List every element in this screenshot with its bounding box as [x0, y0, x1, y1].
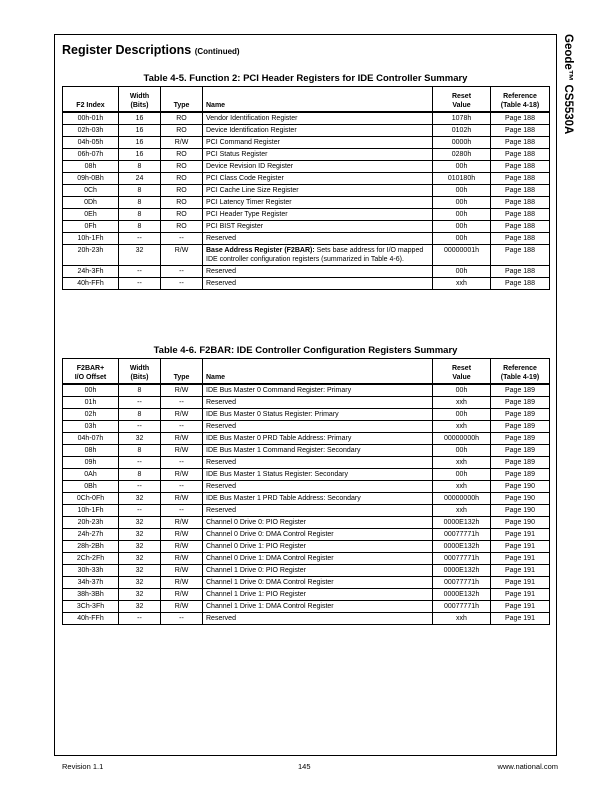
cell-index: 20h-23h — [63, 245, 119, 266]
cell-reset-value: 00000000h — [433, 433, 491, 445]
table-row — [63, 601, 550, 613]
cell-reset-value: xxh — [433, 505, 491, 517]
cell-type: R/W — [161, 589, 203, 601]
cell-index: 40h-FFh — [63, 613, 119, 625]
cell-index: 10h-1Fh — [63, 505, 119, 517]
cell-name-text: Sets base address for I/O mapped IDE controller configuration registers (summarized in Table 4-6). — [206, 247, 424, 263]
table-row — [63, 245, 550, 266]
cell-reference: Page 188 — [491, 245, 550, 266]
cell-index: 01h — [63, 397, 119, 409]
cell-width: 16 — [119, 125, 161, 137]
cell-reset-value: 0102h — [433, 125, 491, 137]
cell-name: Channel 1 Drive 0: PIO Register — [203, 565, 433, 577]
cell-reference: Page 188 — [491, 185, 550, 197]
col-header-index: F2 Index — [63, 87, 119, 113]
cell-reset-value: xxh — [433, 421, 491, 433]
cell-name: Channel 1 Drive 1: DMA Control Register — [203, 601, 433, 613]
cell-type: R/W — [161, 493, 203, 505]
cell-width: -- — [119, 233, 161, 245]
cell-index: 10h-1Fh — [63, 233, 119, 245]
cell-reset-value: 00000000h — [433, 493, 491, 505]
col-header-width: Width (Bits) — [119, 359, 161, 385]
cell-index: 0Bh — [63, 481, 119, 493]
cell-reference: Page 188 — [491, 266, 550, 278]
table-row — [63, 541, 550, 553]
cell-name: PCI Cache Line Size Register — [203, 185, 433, 197]
cell-type: R/W — [161, 553, 203, 565]
table-row — [63, 409, 550, 421]
table-row — [63, 505, 550, 517]
cell-reset-value: 00h — [433, 266, 491, 278]
cell-width: 8 — [119, 185, 161, 197]
cell-name: PCI Command Register — [203, 137, 433, 149]
cell-type: R/W — [161, 245, 203, 266]
cell-width: -- — [119, 278, 161, 290]
cell-name-bold: Base Address Register (F2BAR): — [206, 247, 315, 254]
table-row — [63, 493, 550, 505]
col-header-reference: Reference (Table 4-19) — [491, 359, 550, 385]
cell-type: R/W — [161, 517, 203, 529]
cell-type: RO — [161, 149, 203, 161]
cell-reference: Page 189 — [491, 457, 550, 469]
cell-reset-value: 00h — [433, 233, 491, 245]
cell-type: R/W — [161, 469, 203, 481]
cell-name: IDE Bus Master 0 Command Register: Primary — [203, 384, 433, 397]
cell-index: 28h-2Bh — [63, 541, 119, 553]
cell-width: 32 — [119, 577, 161, 589]
cell-index: 30h-33h — [63, 565, 119, 577]
cell-index: 38h-3Bh — [63, 589, 119, 601]
table-row — [63, 613, 550, 625]
cell-index: 24h-27h — [63, 529, 119, 541]
cell-reference: Page 188 — [491, 221, 550, 233]
table-row — [63, 221, 550, 233]
cell-reset-value: 00h — [433, 221, 491, 233]
cell-reference: Page 191 — [491, 577, 550, 589]
cell-name: Reserved — [203, 505, 433, 517]
cell-type: R/W — [161, 565, 203, 577]
cell-type: RO — [161, 185, 203, 197]
cell-width: 8 — [119, 445, 161, 457]
cell-reference: Page 188 — [491, 197, 550, 209]
table-row — [63, 161, 550, 173]
cell-width: -- — [119, 421, 161, 433]
table-row — [63, 137, 550, 149]
cell-width: 8 — [119, 221, 161, 233]
cell-width: -- — [119, 481, 161, 493]
cell-width: 8 — [119, 161, 161, 173]
cell-width: -- — [119, 505, 161, 517]
cell-reset-value: 00000001h — [433, 245, 491, 266]
cell-width: -- — [119, 266, 161, 278]
cell-name: Reserved — [203, 481, 433, 493]
cell-type: RO — [161, 209, 203, 221]
cell-reference: Page 191 — [491, 613, 550, 625]
cell-reset-value: 00h — [433, 384, 491, 397]
table-row — [63, 266, 550, 278]
side-title — [556, 34, 578, 274]
cell-index: 2Ch-2Fh — [63, 553, 119, 565]
cell-type: -- — [161, 505, 203, 517]
table-row — [63, 125, 550, 137]
table-row — [63, 384, 550, 397]
cell-reset-value: 00h — [433, 409, 491, 421]
table-header-row — [63, 359, 550, 385]
cell-reference: Page 191 — [491, 565, 550, 577]
cell-reference: Page 188 — [491, 278, 550, 290]
cell-reset-value: 0000h — [433, 137, 491, 149]
cell-reset-value: 00077771h — [433, 553, 491, 565]
cell-index: 09h — [63, 457, 119, 469]
cell-width: 32 — [119, 245, 161, 266]
table-row — [63, 517, 550, 529]
cell-reference: Page 191 — [491, 541, 550, 553]
cell-width: 16 — [119, 112, 161, 125]
table-row — [63, 173, 550, 185]
cell-reference: Page 191 — [491, 601, 550, 613]
cell-reference: Page 188 — [491, 137, 550, 149]
table-row — [63, 112, 550, 125]
cell-reset-value: xxh — [433, 397, 491, 409]
cell-index: 0Fh — [63, 221, 119, 233]
table-row — [63, 445, 550, 457]
cell-type: -- — [161, 457, 203, 469]
cell-name: Channel 0 Drive 1: PIO Register — [203, 541, 433, 553]
cell-reference: Page 190 — [491, 493, 550, 505]
cell-name: PCI BIST Register — [203, 221, 433, 233]
table-row — [63, 529, 550, 541]
table-row — [63, 278, 550, 290]
cell-type: RO — [161, 197, 203, 209]
cell-type: -- — [161, 397, 203, 409]
cell-name: Reserved — [203, 421, 433, 433]
cell-type: -- — [161, 613, 203, 625]
cell-reference: Page 190 — [491, 505, 550, 517]
table-row — [63, 197, 550, 209]
table-row — [63, 209, 550, 221]
cell-type: R/W — [161, 433, 203, 445]
cell-width: 8 — [119, 197, 161, 209]
cell-reference: Page 191 — [491, 589, 550, 601]
cell-name: IDE Bus Master 0 Status Register: Primary — [203, 409, 433, 421]
cell-reference: Page 188 — [491, 149, 550, 161]
cell-index: 04h-05h — [63, 137, 119, 149]
table-row — [63, 433, 550, 445]
table-row — [63, 397, 550, 409]
cell-type: R/W — [161, 409, 203, 421]
cell-name: Channel 0 Drive 0: PIO Register — [203, 517, 433, 529]
cell-width: 32 — [119, 541, 161, 553]
cell-reference: Page 189 — [491, 384, 550, 397]
cell-reset-value: 00077771h — [433, 529, 491, 541]
cell-index: 20h-23h — [63, 517, 119, 529]
cell-type: R/W — [161, 529, 203, 541]
cell-name: Reserved — [203, 397, 433, 409]
cell-name: Device Revision ID Register — [203, 161, 433, 173]
cell-index: 40h-FFh — [63, 278, 119, 290]
cell-type: RO — [161, 112, 203, 125]
cell-name: PCI Class Code Register — [203, 173, 433, 185]
cell-name: IDE Bus Master 1 Status Register: Secondary — [203, 469, 433, 481]
cell-name: PCI Status Register — [203, 149, 433, 161]
cell-reference: Page 188 — [491, 209, 550, 221]
cell-width: 8 — [119, 409, 161, 421]
cell-name: Channel 0 Drive 0: DMA Control Register — [203, 529, 433, 541]
cell-reference: Page 189 — [491, 469, 550, 481]
cell-width: 32 — [119, 493, 161, 505]
cell-name: Reserved — [203, 613, 433, 625]
cell-reference: Page 189 — [491, 421, 550, 433]
cell-type: RO — [161, 125, 203, 137]
cell-width: 24 — [119, 173, 161, 185]
cell-width: 16 — [119, 137, 161, 149]
cell-reference: Page 191 — [491, 553, 550, 565]
footer-revision: Revision 1.1 — [62, 762, 104, 771]
cell-width: 16 — [119, 149, 161, 161]
cell-reset-value: xxh — [433, 457, 491, 469]
col-header-type: Type — [161, 87, 203, 113]
cell-reset-value: 00077771h — [433, 577, 491, 589]
cell-index: 0Ch — [63, 185, 119, 197]
cell-reset-value: 0000E132h — [433, 541, 491, 553]
cell-name: PCI Latency Timer Register — [203, 197, 433, 209]
cell-name: Reserved — [203, 266, 433, 278]
cell-reset-value: 00h — [433, 445, 491, 457]
col-header-type: Type — [161, 359, 203, 385]
cell-reset-value: 00077771h — [433, 601, 491, 613]
cell-reset-value: xxh — [433, 278, 491, 290]
cell-width: 32 — [119, 553, 161, 565]
cell-width: -- — [119, 397, 161, 409]
cell-reset-value: 1078h — [433, 112, 491, 125]
cell-name: PCI Header Type Register — [203, 209, 433, 221]
cell-width: 8 — [119, 209, 161, 221]
cell-reset-value: 0000E132h — [433, 517, 491, 529]
cell-width: 8 — [119, 384, 161, 397]
col-header-reference: Reference (Table 4-18) — [491, 87, 550, 113]
cell-width: 32 — [119, 565, 161, 577]
cell-index: 0Dh — [63, 197, 119, 209]
cell-index: 06h-07h — [63, 149, 119, 161]
cell-name: Reserved — [203, 278, 433, 290]
cell-reference: Page 189 — [491, 409, 550, 421]
cell-reference: Page 190 — [491, 481, 550, 493]
cell-width: 32 — [119, 601, 161, 613]
cell-reset-value: 010180h — [433, 173, 491, 185]
table-row — [63, 469, 550, 481]
cell-reset-value: 0000E132h — [433, 565, 491, 577]
cell-name: Channel 1 Drive 0: DMA Control Register — [203, 577, 433, 589]
col-header-name: Name — [203, 359, 433, 385]
cell-index: 0Ch-0Fh — [63, 493, 119, 505]
cell-index: 0Ah — [63, 469, 119, 481]
ide-config-registers-table — [62, 358, 550, 625]
cell-index: 08h — [63, 161, 119, 173]
cell-reference: Page 189 — [491, 433, 550, 445]
cell-reset-value: 00h — [433, 209, 491, 221]
cell-name: IDE Bus Master 1 Command Register: Secondary — [203, 445, 433, 457]
cell-type: RO — [161, 221, 203, 233]
cell-type: -- — [161, 421, 203, 433]
cell-type: R/W — [161, 384, 203, 397]
cell-width: 32 — [119, 517, 161, 529]
col-header-reset: Reset Value — [433, 87, 491, 113]
table-header-row — [63, 87, 550, 113]
cell-reference: Page 189 — [491, 397, 550, 409]
col-header-width: Width (Bits) — [119, 87, 161, 113]
table2-caption: Table 4-6. F2BAR: IDE Controller Configuration Registers Summary — [153, 345, 458, 356]
table-row — [63, 421, 550, 433]
cell-type: R/W — [161, 601, 203, 613]
col-header-name: Name — [203, 87, 433, 113]
cell-reference: Page 188 — [491, 125, 550, 137]
cell-index: 24h-3Fh — [63, 266, 119, 278]
cell-index: 03h — [63, 421, 119, 433]
cell-index: 00h — [63, 384, 119, 397]
table-row — [63, 457, 550, 469]
cell-reference: Page 189 — [491, 445, 550, 457]
cell-reset-value: 00h — [433, 469, 491, 481]
cell-type: R/W — [161, 137, 203, 149]
cell-reset-value: 0280h — [433, 149, 491, 161]
col-header-offset: F2BAR+ I/O Offset — [63, 359, 119, 385]
table-row — [63, 589, 550, 601]
col-header-reset: Reset Value — [433, 359, 491, 385]
cell-reference: Page 188 — [491, 112, 550, 125]
table-row — [63, 553, 550, 565]
cell-type: R/W — [161, 541, 203, 553]
cell-width: 32 — [119, 529, 161, 541]
table-row — [63, 577, 550, 589]
cell-reference: Page 190 — [491, 517, 550, 529]
product-title: Geode™ CS5530A — [562, 34, 574, 135]
cell-index: 0Eh — [63, 209, 119, 221]
cell-width: 32 — [119, 433, 161, 445]
section-continued: (Continued) — [194, 47, 240, 56]
cell-reference: Page 191 — [491, 529, 550, 541]
cell-name: Channel 1 Drive 1: PIO Register — [203, 589, 433, 601]
cell-index: 04h-07h — [63, 433, 119, 445]
cell-index: 08h — [63, 445, 119, 457]
cell-type: -- — [161, 481, 203, 493]
cell-type: -- — [161, 233, 203, 245]
cell-width: 32 — [119, 589, 161, 601]
cell-type: R/W — [161, 445, 203, 457]
cell-index: 00h-01h — [63, 112, 119, 125]
cell-name — [203, 245, 433, 266]
table-row — [63, 185, 550, 197]
cell-name: Device Identification Register — [203, 125, 433, 137]
cell-reset-value: 00h — [433, 197, 491, 209]
cell-name: Channel 0 Drive 1: DMA Control Register — [203, 553, 433, 565]
cell-width: -- — [119, 457, 161, 469]
cell-type: -- — [161, 278, 203, 290]
cell-reference: Page 188 — [491, 161, 550, 173]
section-title: Register Descriptions — [62, 43, 192, 57]
cell-reset-value: 00h — [433, 185, 491, 197]
cell-index: 02h-03h — [63, 125, 119, 137]
cell-index: 09h-0Bh — [63, 173, 119, 185]
table-row — [63, 565, 550, 577]
cell-reset-value: xxh — [433, 613, 491, 625]
cell-index: 02h — [63, 409, 119, 421]
cell-name: IDE Bus Master 1 PRD Table Address: Secondary — [203, 493, 433, 505]
cell-name: Reserved — [203, 233, 433, 245]
table1-caption: Table 4-5. Function 2: PCI Header Registers for IDE Controller Summary — [143, 73, 468, 84]
cell-reset-value: xxh — [433, 481, 491, 493]
pci-header-registers-table — [62, 86, 550, 290]
cell-reset-value: 00h — [433, 161, 491, 173]
cell-width: 8 — [119, 469, 161, 481]
cell-name: Vendor Identification Register — [203, 112, 433, 125]
section-heading — [62, 43, 240, 57]
footer-website: www.national.com — [497, 762, 558, 771]
cell-reference: Page 188 — [491, 173, 550, 185]
cell-index: 34h-37h — [63, 577, 119, 589]
table-row — [63, 233, 550, 245]
cell-name: IDE Bus Master 0 PRD Table Address: Primary — [203, 433, 433, 445]
cell-width: -- — [119, 613, 161, 625]
cell-type: RO — [161, 161, 203, 173]
table-row — [63, 481, 550, 493]
cell-index: 3Ch-3Fh — [63, 601, 119, 613]
cell-type: -- — [161, 266, 203, 278]
cell-reference: Page 188 — [491, 233, 550, 245]
cell-name: Reserved — [203, 457, 433, 469]
table-row — [63, 149, 550, 161]
cell-type: R/W — [161, 577, 203, 589]
cell-type: RO — [161, 173, 203, 185]
footer-page-number: 145 — [298, 762, 311, 771]
cell-reset-value: 0000E132h — [433, 589, 491, 601]
